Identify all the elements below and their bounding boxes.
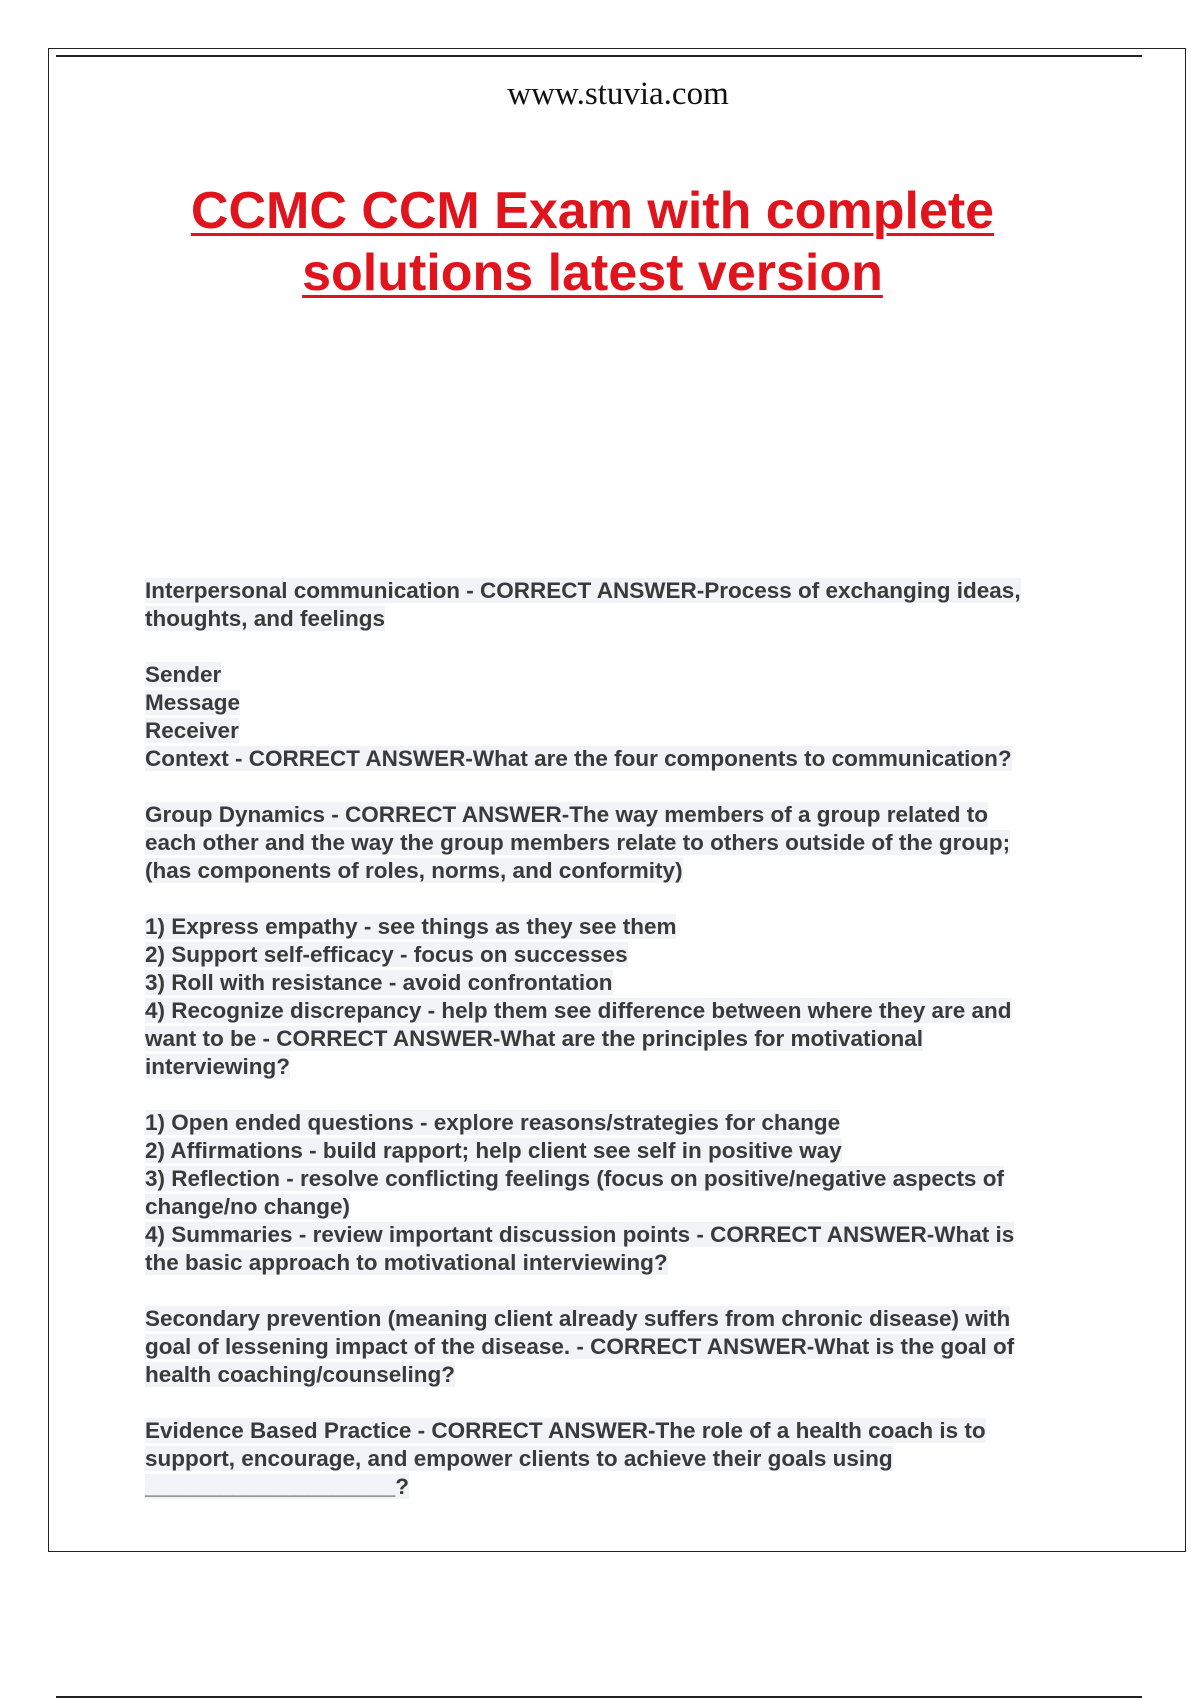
qa-line-text: thoughts, and feelings	[145, 606, 385, 631]
qa-line	[145, 1445, 1100, 1473]
qa-line-text: Context - CORRECT ANSWER-What are the four components to communication?	[145, 746, 1012, 771]
document-title	[150, 180, 1035, 304]
qa-line	[145, 829, 1100, 857]
qa-line	[145, 1333, 1100, 1361]
qa-line	[145, 1361, 1100, 1389]
qa-line	[145, 1053, 1100, 1081]
qa-block	[145, 1417, 1100, 1501]
qa-line	[145, 941, 1100, 969]
qa-line-text: want to be - CORRECT ANSWER-What are the principles for motivational	[145, 1026, 923, 1051]
site-url: www.stuvia.com	[507, 76, 729, 112]
qa-line	[145, 1305, 1100, 1333]
qa-line-text: Message	[145, 690, 241, 715]
qa-line-text: Interpersonal communication - CORRECT ANSWER-Process of exchanging ideas,	[145, 578, 1021, 603]
qa-line-text: 1) Express empathy - see things as they see them	[145, 914, 677, 939]
qa-line-text: Group Dynamics - CORRECT ANSWER-The way members of a group related to	[145, 802, 989, 827]
qa-line	[145, 801, 1100, 829]
qa-line	[145, 689, 1100, 717]
qa-line	[145, 1417, 1100, 1445]
qa-line	[145, 969, 1100, 997]
qa-line-text: 3) Reflection - resolve conflicting feelings (focus on positive/negative aspects of	[145, 1166, 1004, 1191]
qa-line-text: goal of lessening impact of the disease. - CORRECT ANSWER-What is the goal of	[145, 1334, 1015, 1359]
title-line-1: CCMC CCM Exam with complete	[190, 182, 995, 240]
title-line-2: solutions latest version	[302, 244, 883, 302]
qa-line	[145, 1249, 1100, 1277]
qa-block	[145, 913, 1100, 1081]
qa-block	[145, 577, 1100, 633]
qa-line	[145, 1025, 1100, 1053]
qa-block	[145, 661, 1100, 773]
qa-line-text: Evidence Based Practice - CORRECT ANSWER-The role of a health coach is to	[145, 1418, 986, 1443]
qa-line-text: change/no change)	[145, 1194, 351, 1219]
bottom-rule	[56, 1696, 1142, 1698]
qa-line-text: 2) Support self-efficacy - focus on successes	[145, 942, 628, 967]
qa-block	[145, 1305, 1100, 1389]
qa-line	[145, 1221, 1100, 1249]
qa-line	[145, 661, 1100, 689]
qa-line-text: 2) Affirmations - build rapport; help client see self in positive way	[145, 1138, 842, 1163]
qa-line-text: Receiver	[145, 718, 239, 743]
qa-line	[145, 717, 1100, 745]
qa-line-text: 4) Recognize discrepancy - help them see difference between where they are and	[145, 998, 1012, 1023]
qa-line-text: each other and the way the group members relate to others outside of the group;	[145, 830, 1011, 855]
qa-block	[145, 801, 1100, 885]
qa-line-text: the basic approach to motivational interviewing?	[145, 1250, 668, 1275]
qa-line-text: (has components of roles, norms, and conformity)	[145, 858, 683, 883]
qa-line	[145, 1109, 1100, 1137]
qa-line	[145, 913, 1100, 941]
qa-line	[145, 1193, 1100, 1221]
qa-line	[145, 1137, 1100, 1165]
qa-line-text: interviewing?	[145, 1054, 291, 1079]
qa-line	[145, 857, 1100, 885]
qa-line-text: support, encourage, and empower clients to achieve their goals using	[145, 1446, 893, 1471]
qa-line	[145, 997, 1100, 1025]
qa-line	[145, 1473, 1100, 1501]
qa-line	[145, 745, 1100, 773]
qa-content	[145, 577, 1100, 1529]
qa-line-text: Sender	[145, 662, 222, 687]
qa-line-text: 1) Open ended questions - explore reasons/strategies for change	[145, 1110, 841, 1135]
qa-line	[145, 605, 1100, 633]
qa-block	[145, 1109, 1100, 1277]
qa-line-text: 3) Roll with resistance - avoid confrontation	[145, 970, 613, 995]
qa-line-text: 4) Summaries - review important discussion points - CORRECT ANSWER-What is	[145, 1222, 1015, 1247]
qa-line	[145, 1165, 1100, 1193]
qa-line-text: health coaching/counseling?	[145, 1362, 456, 1387]
qa-line-text: ____________________?	[145, 1474, 410, 1499]
qa-line	[145, 577, 1100, 605]
qa-line-text: Secondary prevention (meaning client already suffers from chronic disease) with	[145, 1306, 1011, 1331]
